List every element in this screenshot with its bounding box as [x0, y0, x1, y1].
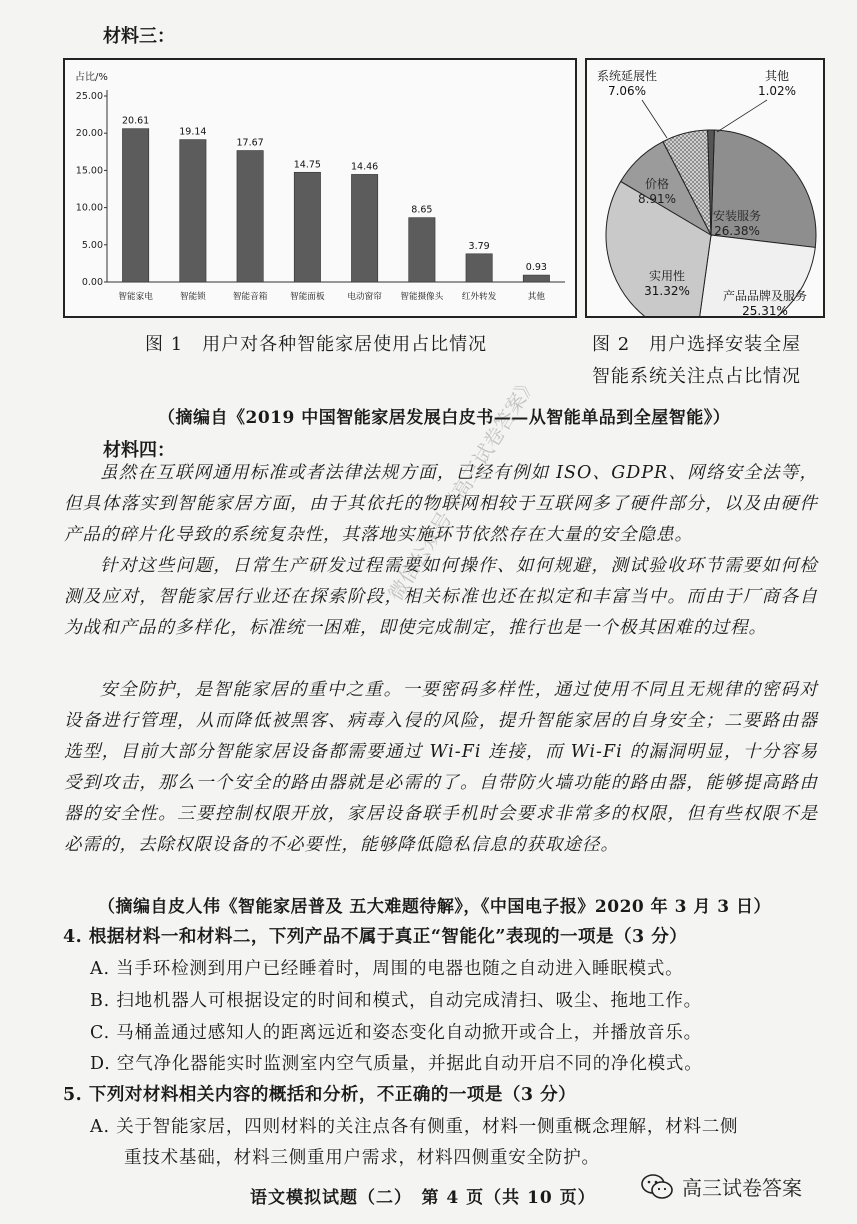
- question-5-option-a-line2[interactable]: 重技术基础，材料三侧重用户需求，材料四侧重安全防护。: [124, 1148, 600, 1168]
- pie-slice-label: 实用性: [648, 269, 686, 283]
- bar: [237, 151, 263, 282]
- bar-chart: [65, 60, 575, 316]
- section3-title: 材料三：: [103, 26, 175, 47]
- x-tick-label: 智能音箱: [232, 292, 268, 302]
- question-4-option-b[interactable]: B. 扫地机器人可根据设定的时间和模式，自动完成清扫、吸尘、拖地工作。: [90, 991, 702, 1011]
- figure2-caption-line2: 智能系统关注点占比情况: [592, 366, 801, 387]
- bar-value-label: 8.65: [411, 204, 433, 216]
- pie-chart: [587, 60, 823, 316]
- y-tick-label: 10.00: [75, 202, 103, 214]
- y-tick-label: 25.00: [75, 91, 103, 102]
- diagonal-watermark: 微信公众号《高三试卷答案》: [383, 371, 542, 605]
- question-4-option-a[interactable]: A. 当手环检测到用户已经睡着时，周围的电器也随之自动进入睡眠模式。: [90, 959, 684, 979]
- pie-slice-value: 8.91%: [637, 192, 677, 206]
- figure1-caption: 图 1 用户对各种智能家居使用占比情况: [145, 334, 488, 355]
- question-4-option-d[interactable]: D. 空气净化器能实时监测室内空气质量，并据此自动开启不同的净化模式。: [90, 1054, 703, 1074]
- x-tick-label: 智能摄像头: [400, 292, 444, 302]
- x-tick-label: 其他: [527, 292, 545, 302]
- bar-value-label: 14.46: [351, 161, 379, 173]
- figure2-frame: [585, 58, 825, 318]
- watermark-text: 高三试卷答案: [682, 1176, 802, 1200]
- x-tick-label: 红外转发: [461, 292, 497, 302]
- question-4-option-c[interactable]: C. 马桶盖通过感知人的距离远近和姿态变化自动掀开或合上，并播放音乐。: [90, 1023, 702, 1043]
- bar: [180, 140, 206, 282]
- source-note-4: （摘编自皮人伟《智能家居普及 五大难题待解》，《中国电子报》2020 年 3 月 3 日）: [98, 897, 771, 917]
- pie-slice-value: 1.02%: [757, 84, 797, 98]
- bar: [466, 254, 492, 282]
- bar-value-label: 17.67: [236, 137, 264, 149]
- bar: [523, 275, 549, 282]
- pie-slice-label: 系统延展性: [596, 69, 658, 83]
- page-footer: 语文模拟试题（二） 第 4 页（共 10 页）: [250, 1188, 596, 1208]
- bar-value-label: 3.79: [468, 240, 490, 252]
- pie-slice-value: 25.31%: [742, 304, 788, 316]
- paragraph-1: 虽然在互联网通用标准或者法律法规方面，已经有例如 ISO、GDPR、网络安全法等，但具体落实到智能家居方面，由于其依托的物联网相较于互联网多了硬件部分，以及由硬件产品的碎片化导致的系统复杂性，其落地实施环节依然存在大量的安全隐患。: [64, 463, 818, 545]
- y-tick-label: 5.00: [81, 239, 103, 251]
- question-5-stem: 5. 下列对材料相关内容的概括和分析，不正确的一项是（3 分）: [63, 1085, 577, 1105]
- pie-slice-label: 其他: [764, 69, 790, 83]
- figure1-frame: [63, 58, 577, 318]
- bar: [122, 129, 148, 282]
- source-note-3: （摘编自《2019 中国智能家居发展白皮书——从智能单品到全屋智能》）: [158, 408, 731, 428]
- x-tick-label: 智能面板: [290, 292, 325, 302]
- pie-leader-line: [717, 100, 767, 132]
- question-4-stem: 4. 根据材料一和材料二，下列产品不属于真正“智能化”表现的一项是（3 分）: [63, 927, 688, 947]
- pie-slice-value: 31.32%: [644, 284, 690, 298]
- paragraph-2: 针对这些问题，日常生产研发过程需要如何操作、如何规避，测试验收环节需要如何检测及应对，智能家居行业还在探索阶段，相关标准也还在拟定和丰富当中。而由于厂商各自为战和产品的多样化，标准统一困难，即使完成制定，推行也是一个极其困难的过程。: [64, 556, 818, 638]
- pie-slice-label: 安装服务: [712, 209, 762, 223]
- bar-value-label: 19.14: [179, 126, 207, 138]
- y-tick-label: 15.00: [75, 165, 103, 177]
- x-tick-label: 电动窗帘: [347, 292, 382, 302]
- bar-value-label: 14.75: [293, 159, 321, 171]
- y-tick-label: 20.00: [75, 128, 103, 140]
- section4-title: 材料四：: [103, 440, 175, 461]
- bar: [409, 218, 435, 282]
- question-5-option-a-line1[interactable]: A. 关于智能家居，四则材料的关注点各有侧重，材料一侧重概念理解，材料二侧: [90, 1117, 739, 1137]
- paragraph-3: 安全防护，是智能家居的重中之重。一要密码多样性，通过使用不同且无规律的密码对设备进行管理，从而降低被黑客、病毒入侵的风险，提升智能家居的自身安全；二要路由器选型，目前大部分智能家居设备都需要通过 Wi-Fi 连接，而 Wi-Fi 的漏洞明显，十分容易受到攻击，那么一个安全的路由器就是必需的了。自带防火墙功能的路由器，能够提高路由器的安全性。三要控制权限开放，家居设备联手机时会要求非常多的权限，但有些权限不是必需的，去除权限设备的不必要性，能够降低隐私信息的获取途径。: [64, 680, 818, 855]
- pie-slice-label: 价格: [644, 177, 670, 191]
- x-tick-label: 智能锁: [179, 292, 206, 302]
- bar: [351, 174, 377, 282]
- wechat-icon: [640, 1173, 674, 1201]
- y-tick-label: 0.00: [81, 277, 103, 288]
- pie-slice-value: 26.38%: [714, 224, 760, 238]
- bar-value-label: 0.93: [525, 262, 547, 274]
- x-tick-label: 智能家电: [118, 292, 153, 302]
- figure2-caption-line1: 图 2 用户选择安装全屋: [592, 334, 802, 355]
- pie-slice-value: 7.06%: [607, 84, 647, 98]
- wechat-watermark: [640, 1172, 802, 1201]
- pie-leader-line: [642, 100, 667, 138]
- y-axis-label: 占比/%: [75, 72, 108, 83]
- bar: [294, 172, 320, 282]
- bar-value-label: 20.61: [122, 115, 150, 127]
- pie-slice-label: 产品品牌及服务: [722, 289, 808, 303]
